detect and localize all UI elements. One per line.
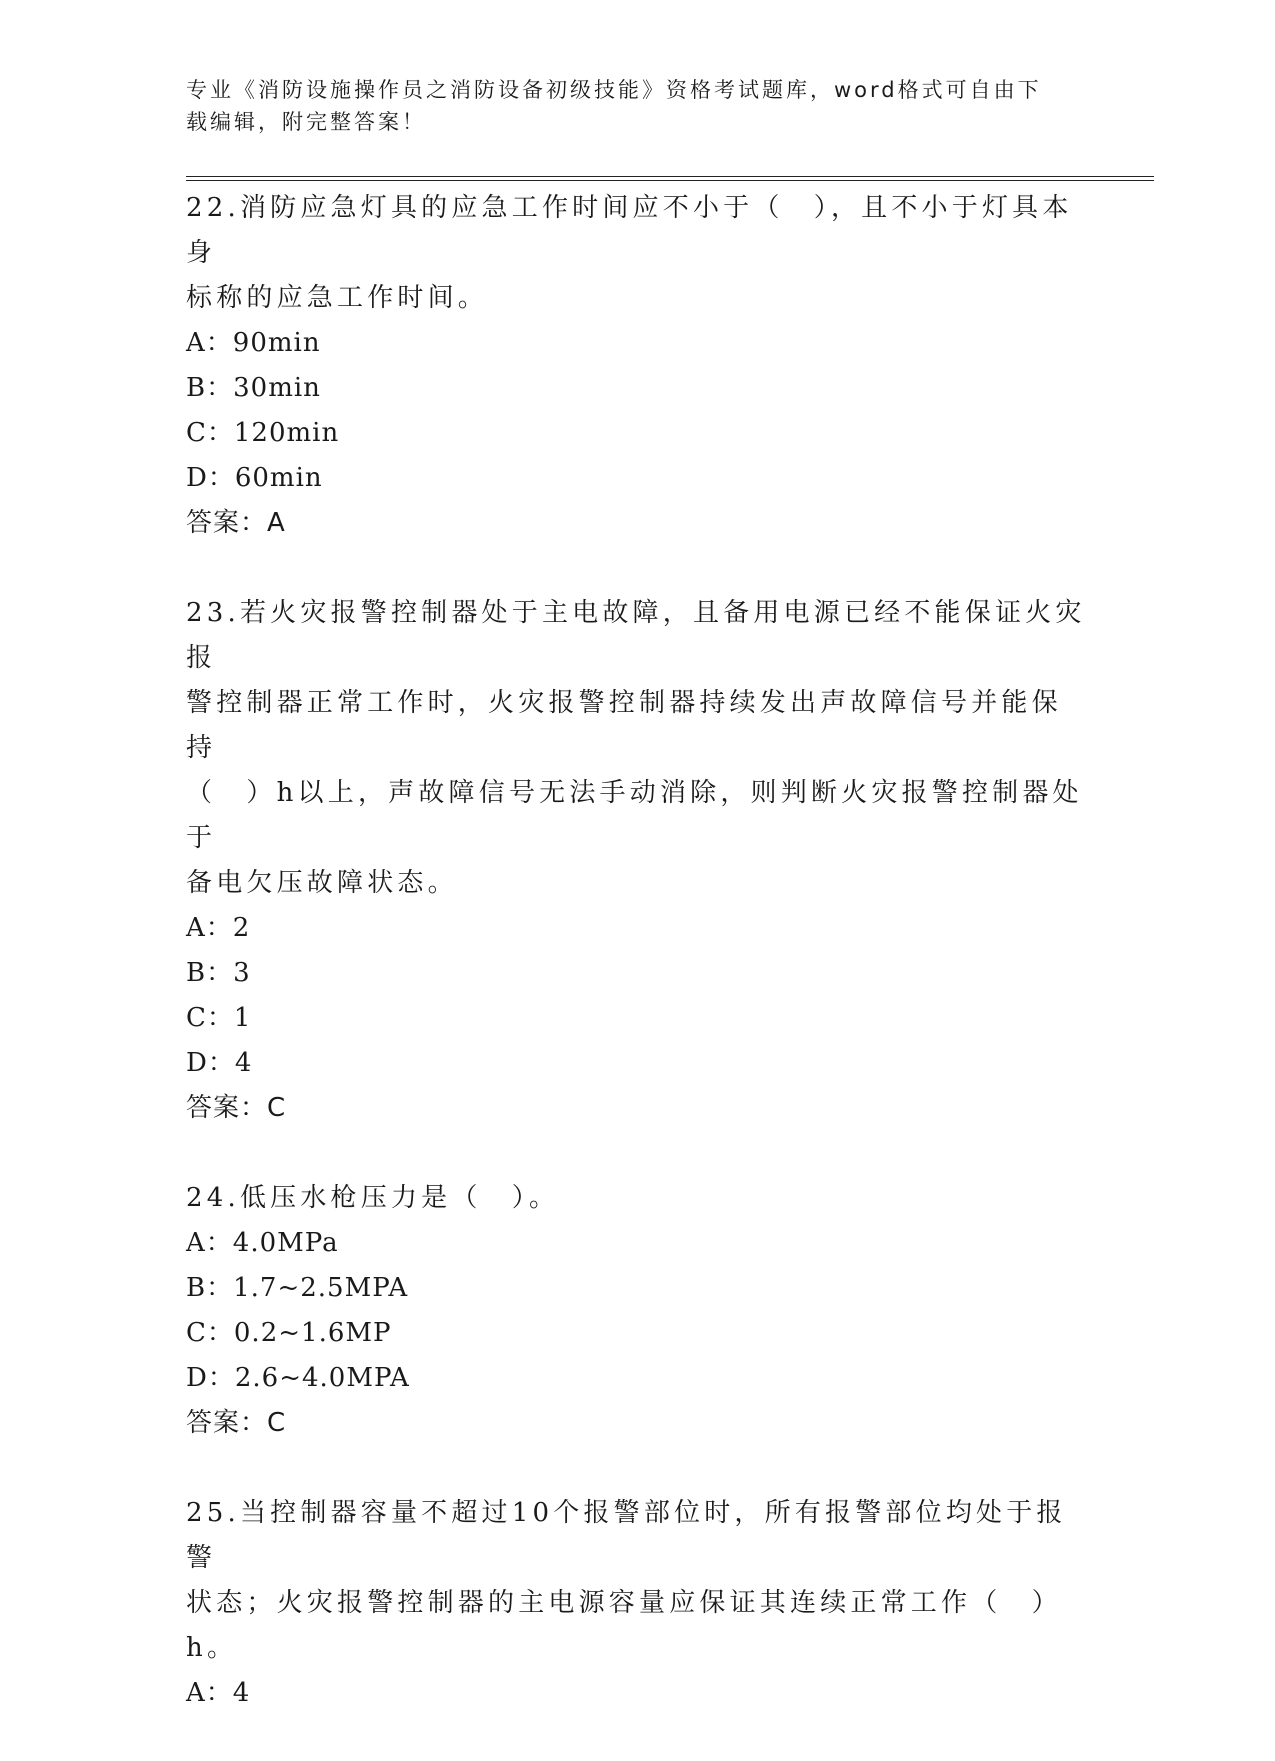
- answer-line: 答案：A: [186, 508, 286, 538]
- answer-line: 答案：C: [186, 1408, 287, 1438]
- option-c: C：120min: [186, 418, 340, 448]
- question-22: [186, 186, 1086, 546]
- question-stem-line: 23.若火灾报警控制器处于主电故障，且备用电源已经不能保证火灾报: [186, 598, 1086, 673]
- rule-line-bottom: [186, 180, 1154, 181]
- question-23: [186, 591, 1086, 1131]
- question-25: [186, 1491, 1086, 1716]
- question-stem-line: 标称的应急工作时间。: [186, 283, 489, 313]
- question-stem-line: 22.消防应急灯具的应急工作时间应不小于（ ），且不小于灯具本身: [186, 193, 1073, 268]
- header-double-rule: [186, 176, 1154, 182]
- option-d: D：60min: [186, 463, 323, 493]
- option-c: C：1: [186, 1003, 252, 1033]
- question-stem-line: 警控制器正常工作时，火灾报警控制器持续发出声故障信号并能保持: [186, 688, 1062, 763]
- rule-line-top: [186, 176, 1154, 177]
- question-stem-line: 状态；火灾报警控制器的主电源容量应保证其连续正常工作（ ）h。: [186, 1588, 1062, 1663]
- question-stem-line: （ ）h以上，声故障信号无法手动消除，则判断火灾报警控制器处于: [186, 778, 1083, 853]
- question-stem-line: 备电欠压故障状态。: [186, 868, 458, 898]
- answer-line: 答案：C: [186, 1093, 287, 1123]
- question-stem-line: 24.低压水枪压力是（ ）。: [186, 1183, 560, 1213]
- header-line-1: 专业《消防设施操作员之消防设备初级技能》资格考试题库，word格式可自由下: [186, 78, 1042, 102]
- question-24: [186, 1176, 1086, 1446]
- document-header: [186, 74, 1066, 138]
- question-stem-line: 25.当控制器容量不超过10个报警部位时，所有报警部位均处于报警: [186, 1498, 1067, 1573]
- option-d: D：2.6~4.0MPA: [186, 1363, 410, 1393]
- option-a: A：4: [186, 1678, 251, 1708]
- option-b: B：30min: [186, 373, 321, 403]
- option-c: C：0.2~1.6MP: [186, 1318, 392, 1348]
- option-b: B：1.7~2.5MPA: [186, 1273, 409, 1303]
- option-a: A：90min: [186, 328, 321, 358]
- question-list: [186, 186, 1086, 1761]
- header-line-2: 载编辑，附完整答案！: [186, 110, 426, 134]
- option-a: A：4.0MPa: [186, 1228, 339, 1258]
- option-b: B：3: [186, 958, 251, 988]
- option-d: D：4: [186, 1048, 253, 1078]
- option-a: A：2: [186, 913, 251, 943]
